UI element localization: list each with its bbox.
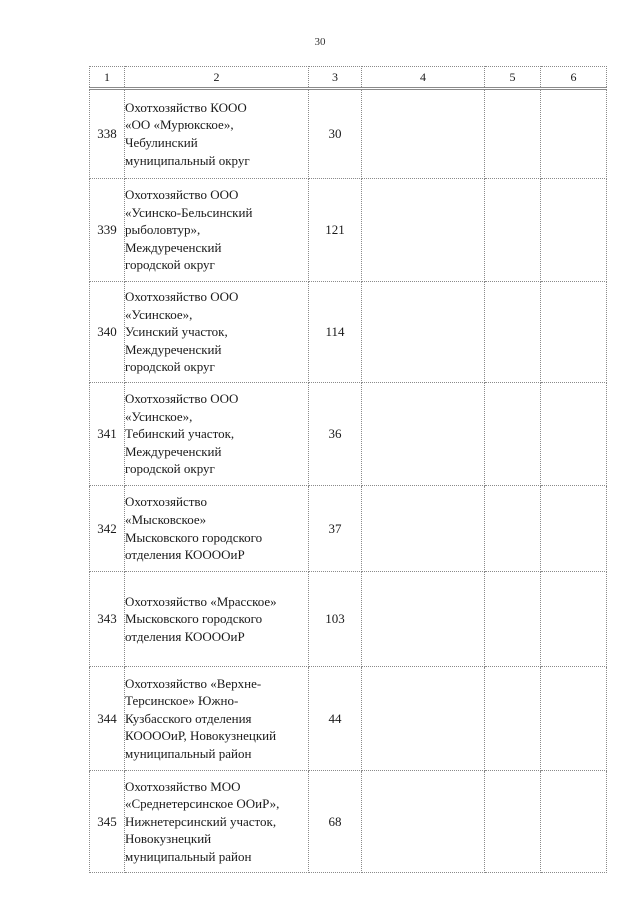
empty-cell (541, 667, 607, 771)
area-value: 103 (309, 572, 362, 667)
empty-cell (362, 89, 485, 179)
name-line: Охотхозяйство ООО (125, 187, 239, 203)
empty-cell (485, 486, 541, 572)
name-line: «ОО «Мурюкское», (125, 117, 234, 133)
empty-cell (541, 282, 607, 383)
name-line: муниципальный район (125, 848, 252, 864)
name-line: Терсинское» Южно- (125, 693, 239, 709)
hunting-ground-name (125, 282, 309, 383)
name-line: городской округ (125, 359, 215, 375)
empty-cell (541, 179, 607, 282)
name-line: Кузбасского отделения (125, 710, 252, 726)
table-header-row (90, 67, 607, 89)
row-number: 344 (90, 667, 125, 771)
hunting-ground-name (125, 179, 309, 282)
area-value: 121 (309, 179, 362, 282)
empty-cell (485, 667, 541, 771)
hunting-grounds-table (89, 66, 607, 873)
name-line: КООООиР, Новокузнецкий (125, 728, 277, 744)
table-row (90, 89, 607, 179)
column-header: 4 (362, 67, 485, 89)
name-line: «Мысковское» (125, 511, 207, 527)
name-line: Чебулинский (125, 135, 198, 150)
empty-cell (362, 771, 485, 873)
name-line: Усинский участок, (125, 324, 228, 340)
row-number: 340 (90, 282, 125, 383)
name-line: «Среднетерсинское ООиР», (125, 796, 280, 812)
name-line: Тебинский участок, (125, 426, 235, 442)
name-line: Нижнетерсинский участок, (125, 813, 277, 829)
row-number: 342 (90, 486, 125, 572)
empty-cell (485, 771, 541, 873)
name-line: Охотхозяйство МОО (125, 778, 241, 794)
row-number: 339 (90, 179, 125, 282)
name-line: Междуреченский (125, 239, 222, 255)
hunting-ground-name (125, 667, 309, 771)
area-value: 44 (309, 667, 362, 771)
empty-cell (362, 667, 485, 771)
name-line: городской округ (125, 461, 215, 477)
name-line: Междуреченский (125, 341, 222, 357)
area-value: 36 (309, 383, 362, 486)
empty-cell (362, 282, 485, 383)
table-row (90, 486, 607, 572)
name-line: Новокузнецкий (125, 831, 212, 847)
area-value: 37 (309, 486, 362, 572)
empty-cell (485, 282, 541, 383)
empty-cell (541, 486, 607, 572)
row-number: 345 (90, 771, 125, 873)
table-row (90, 771, 607, 873)
empty-cell (541, 572, 607, 667)
hunting-ground-name (125, 486, 309, 572)
column-header: 6 (541, 67, 607, 89)
hunting-ground-name (125, 89, 309, 179)
area-value: 68 (309, 771, 362, 873)
name-line: «Усинское», (125, 306, 193, 322)
name-line: муниципальный округ (125, 152, 250, 168)
column-header: 2 (125, 67, 309, 89)
name-line: «Усинско-Бельсинский (125, 204, 253, 220)
area-value: 114 (309, 282, 362, 383)
name-line: Мысковского городского (125, 611, 263, 627)
name-line: рыболовтур», (125, 222, 201, 238)
empty-cell (485, 179, 541, 282)
table-row (90, 383, 607, 486)
empty-cell (362, 486, 485, 572)
name-line: отделения КООООиР (125, 628, 245, 644)
empty-cell (541, 383, 607, 486)
hunting-ground-name (125, 383, 309, 486)
empty-cell (485, 383, 541, 486)
name-line: отделения КООООиР (125, 547, 245, 563)
table-row (90, 667, 607, 771)
empty-cell (541, 89, 607, 179)
name-line: Охотхозяйство КООО (125, 99, 247, 115)
column-header: 5 (485, 67, 541, 89)
name-line: городской округ (125, 257, 215, 273)
name-line: Междуреченский (125, 443, 222, 459)
name-line: муниципальный район (125, 745, 252, 761)
empty-cell (362, 572, 485, 667)
column-header: 3 (309, 67, 362, 89)
empty-cell (362, 179, 485, 282)
name-line: Охотхозяйство ООО (125, 391, 239, 407)
empty-cell (362, 383, 485, 486)
row-number: 341 (90, 383, 125, 486)
hunting-ground-name (125, 771, 309, 873)
page-number: 30 (314, 36, 326, 48)
table-row (90, 282, 607, 383)
name-line: Охотхозяйство (125, 494, 207, 510)
name-line: Охотхозяйство «Верхне- (125, 675, 262, 691)
hunting-ground-name (125, 572, 309, 667)
column-header: 1 (90, 67, 125, 89)
name-line: Охотхозяйство «Мрасское» (125, 593, 277, 609)
empty-cell (485, 89, 541, 179)
name-line: Охотхозяйство ООО (125, 289, 239, 305)
name-line: «Усинское», (125, 408, 193, 424)
table-row (90, 179, 607, 282)
table-row (90, 572, 607, 667)
area-value: 30 (309, 89, 362, 179)
name-line: Мысковского городского (125, 529, 263, 545)
empty-cell (541, 771, 607, 873)
row-number: 343 (90, 572, 125, 667)
empty-cell (485, 572, 541, 667)
row-number: 338 (90, 89, 125, 179)
